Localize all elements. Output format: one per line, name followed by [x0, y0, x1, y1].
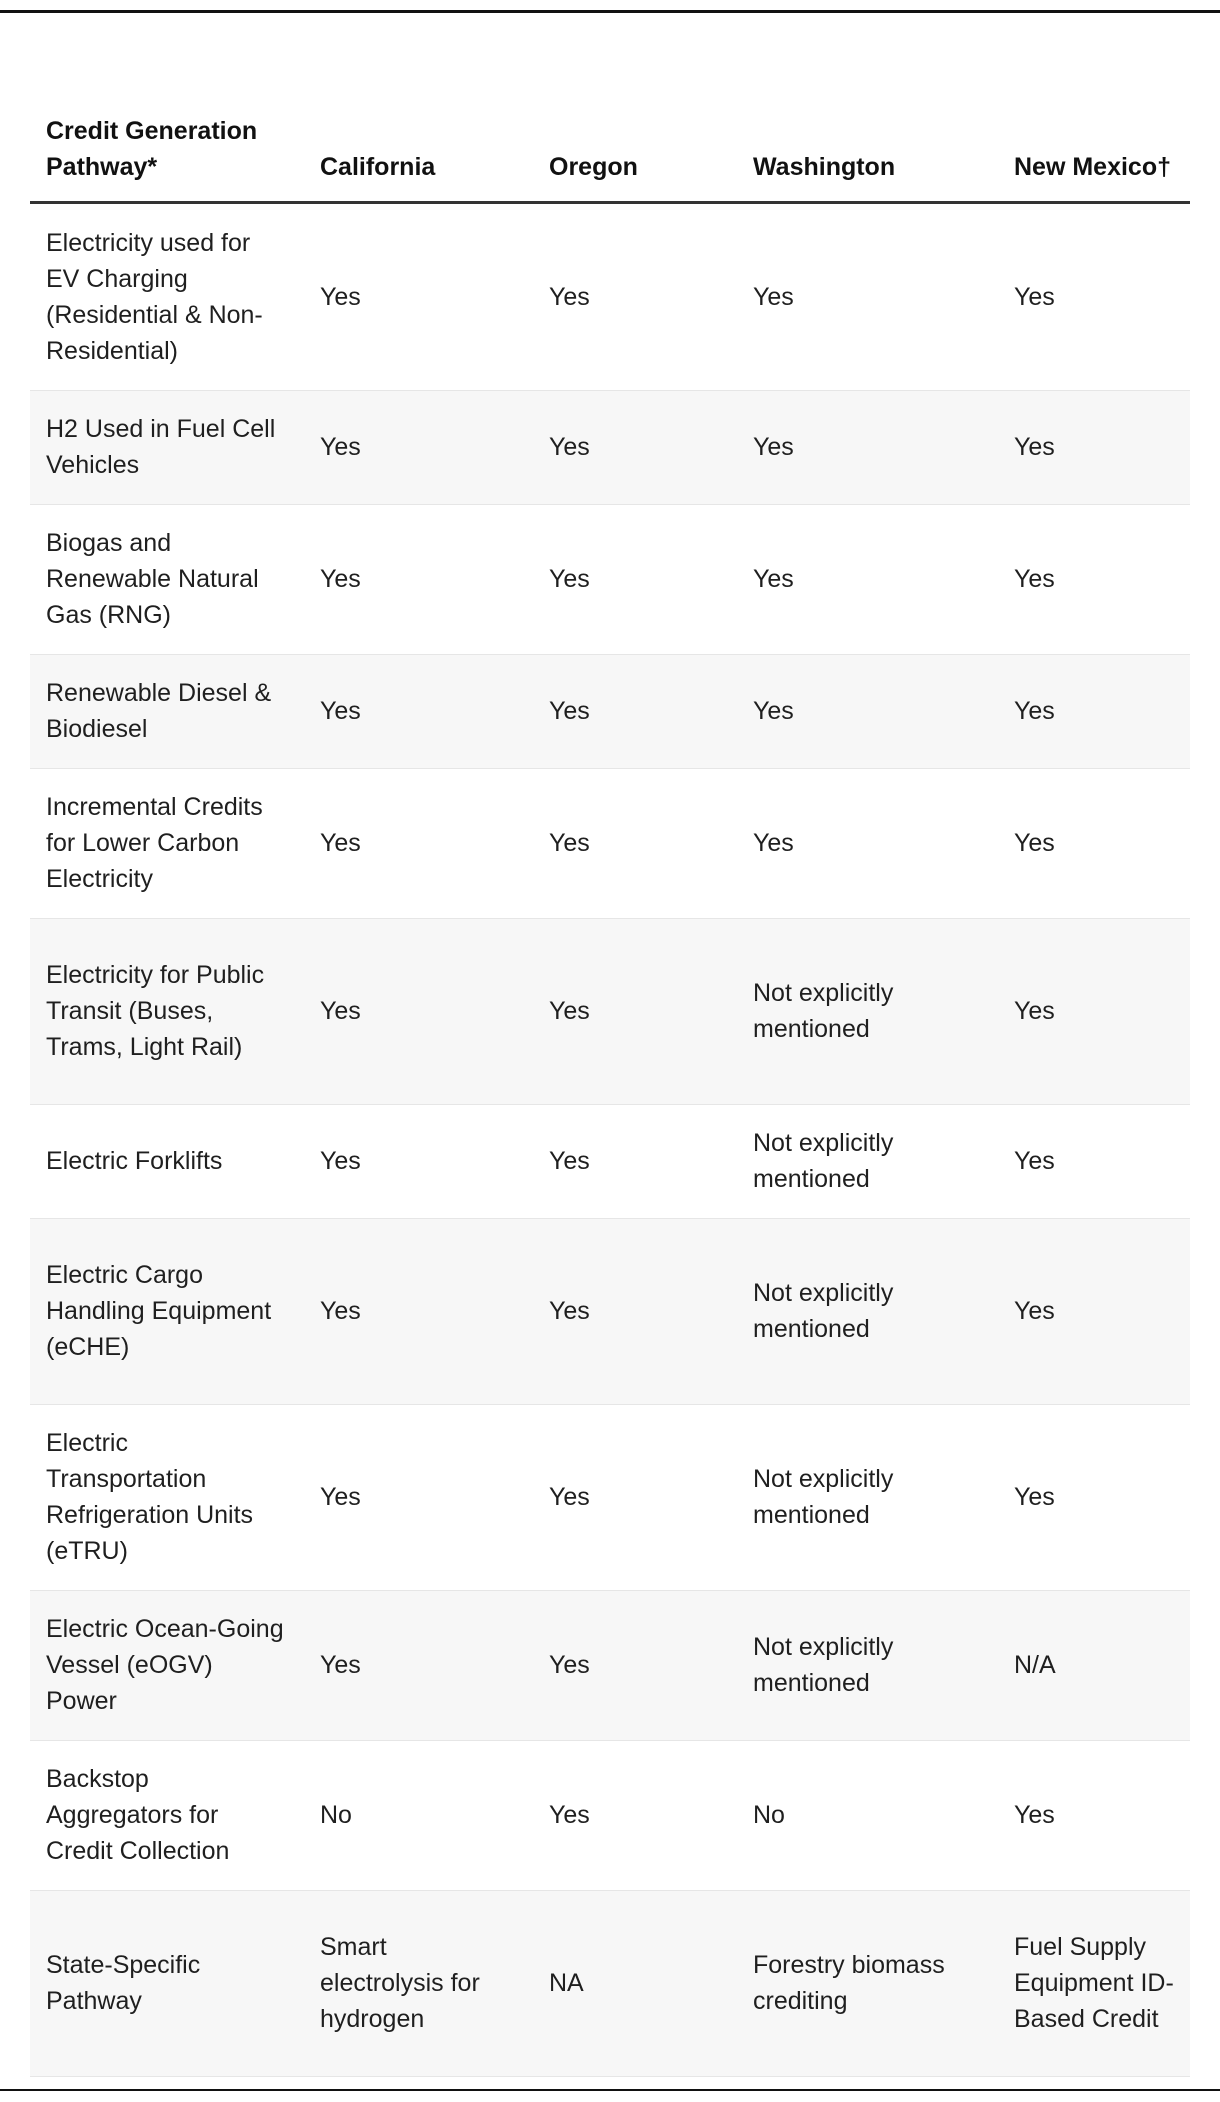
credit-pathway-table — [30, 62, 1190, 2077]
california-cell: Yes — [304, 918, 533, 1104]
table-row — [30, 1404, 1190, 1590]
oregon-cell: Yes — [533, 1104, 737, 1218]
washington-cell: Forestry biomass crediting — [737, 1890, 998, 2076]
new-mexico-cell: Yes — [998, 1404, 1190, 1590]
california-cell: Yes — [304, 1104, 533, 1218]
washington-cell: Yes — [737, 654, 998, 768]
oregon-cell: Yes — [533, 918, 737, 1104]
new-mexico-cell: Fuel Supply Equipment ID-Based Credit — [998, 1890, 1190, 2076]
new-mexico-cell: Yes — [998, 390, 1190, 504]
oregon-cell: Yes — [533, 504, 737, 654]
table-row — [30, 390, 1190, 504]
header-oregon: Oregon — [533, 62, 737, 202]
table-row — [30, 768, 1190, 918]
pathway-cell: Electricity used for EV Charging (Residential & Non-Residential) — [30, 202, 304, 390]
california-cell: Yes — [304, 654, 533, 768]
pathway-cell: Biogas and Renewable Natural Gas (RNG) — [30, 504, 304, 654]
washington-cell: No — [737, 1740, 998, 1890]
california-cell: Yes — [304, 390, 533, 504]
oregon-cell: Yes — [533, 1590, 737, 1740]
washington-cell: Not explicitly mentioned — [737, 1104, 998, 1218]
new-mexico-cell: N/A — [998, 1590, 1190, 1740]
table-row — [30, 654, 1190, 768]
washington-cell: Yes — [737, 390, 998, 504]
california-cell: Yes — [304, 768, 533, 918]
washington-cell: Yes — [737, 768, 998, 918]
oregon-cell: Yes — [533, 654, 737, 768]
california-cell: Yes — [304, 1218, 533, 1404]
california-cell: Yes — [304, 504, 533, 654]
new-mexico-cell: Yes — [998, 1218, 1190, 1404]
table-row — [30, 504, 1190, 654]
pathway-cell: Electric Forklifts — [30, 1104, 304, 1218]
pathway-cell: Electric Transportation Refrigeration Units (eTRU) — [30, 1404, 304, 1590]
pathway-cell: State-Specific Pathway — [30, 1890, 304, 2076]
new-mexico-cell: Yes — [998, 918, 1190, 1104]
washington-cell: Yes — [737, 504, 998, 654]
table-row — [30, 1104, 1190, 1218]
table-body — [30, 202, 1190, 2076]
header-credit-generation-pathway: Credit Generation Pathway* — [30, 62, 304, 202]
oregon-cell: Yes — [533, 768, 737, 918]
oregon-cell: Yes — [533, 1740, 737, 1890]
washington-cell: Not explicitly mentioned — [737, 1404, 998, 1590]
table-top-rule — [0, 10, 1220, 13]
oregon-cell: NA — [533, 1890, 737, 2076]
pathway-cell: Renewable Diesel & Biodiesel — [30, 654, 304, 768]
header-new-mexico: New Mexico† — [998, 62, 1190, 202]
pathway-cell: Incremental Credits for Lower Carbon Electricity — [30, 768, 304, 918]
new-mexico-cell: Yes — [998, 768, 1190, 918]
new-mexico-cell: Yes — [998, 1104, 1190, 1218]
oregon-cell: Yes — [533, 1218, 737, 1404]
table-row — [30, 1218, 1190, 1404]
new-mexico-cell: Yes — [998, 1740, 1190, 1890]
pathway-cell: Electricity for Public Transit (Buses, Trams, Light Rail) — [30, 918, 304, 1104]
table-row — [30, 202, 1190, 390]
oregon-cell: Yes — [533, 1404, 737, 1590]
washington-cell: Not explicitly mentioned — [737, 918, 998, 1104]
california-cell: No — [304, 1740, 533, 1890]
washington-cell: Not explicitly mentioned — [737, 1218, 998, 1404]
washington-cell: Not explicitly mentioned — [737, 1590, 998, 1740]
new-mexico-cell: Yes — [998, 504, 1190, 654]
oregon-cell: Yes — [533, 202, 737, 390]
table-row — [30, 1590, 1190, 1740]
california-cell: Yes — [304, 1404, 533, 1590]
new-mexico-cell: Yes — [998, 202, 1190, 390]
new-mexico-cell: Yes — [998, 654, 1190, 768]
table-row — [30, 918, 1190, 1104]
california-cell: Yes — [304, 202, 533, 390]
pathway-cell: Backstop Aggregators for Credit Collection — [30, 1740, 304, 1890]
washington-cell: Yes — [737, 202, 998, 390]
table-bottom-rule — [0, 2089, 1220, 2091]
table-row — [30, 1890, 1190, 2076]
header-washington: Washington — [737, 62, 998, 202]
pathway-cell: Electric Cargo Handling Equipment (eCHE) — [30, 1218, 304, 1404]
table-row — [30, 1740, 1190, 1890]
pathway-cell: Electric Ocean-Going Vessel (eOGV) Power — [30, 1590, 304, 1740]
pathway-cell: H2 Used in Fuel Cell Vehicles — [30, 390, 304, 504]
california-cell: Yes — [304, 1590, 533, 1740]
california-cell: Smart electrolysis for hydrogen — [304, 1890, 533, 2076]
oregon-cell: Yes — [533, 390, 737, 504]
table-header — [30, 62, 1190, 202]
header-california: California — [304, 62, 533, 202]
